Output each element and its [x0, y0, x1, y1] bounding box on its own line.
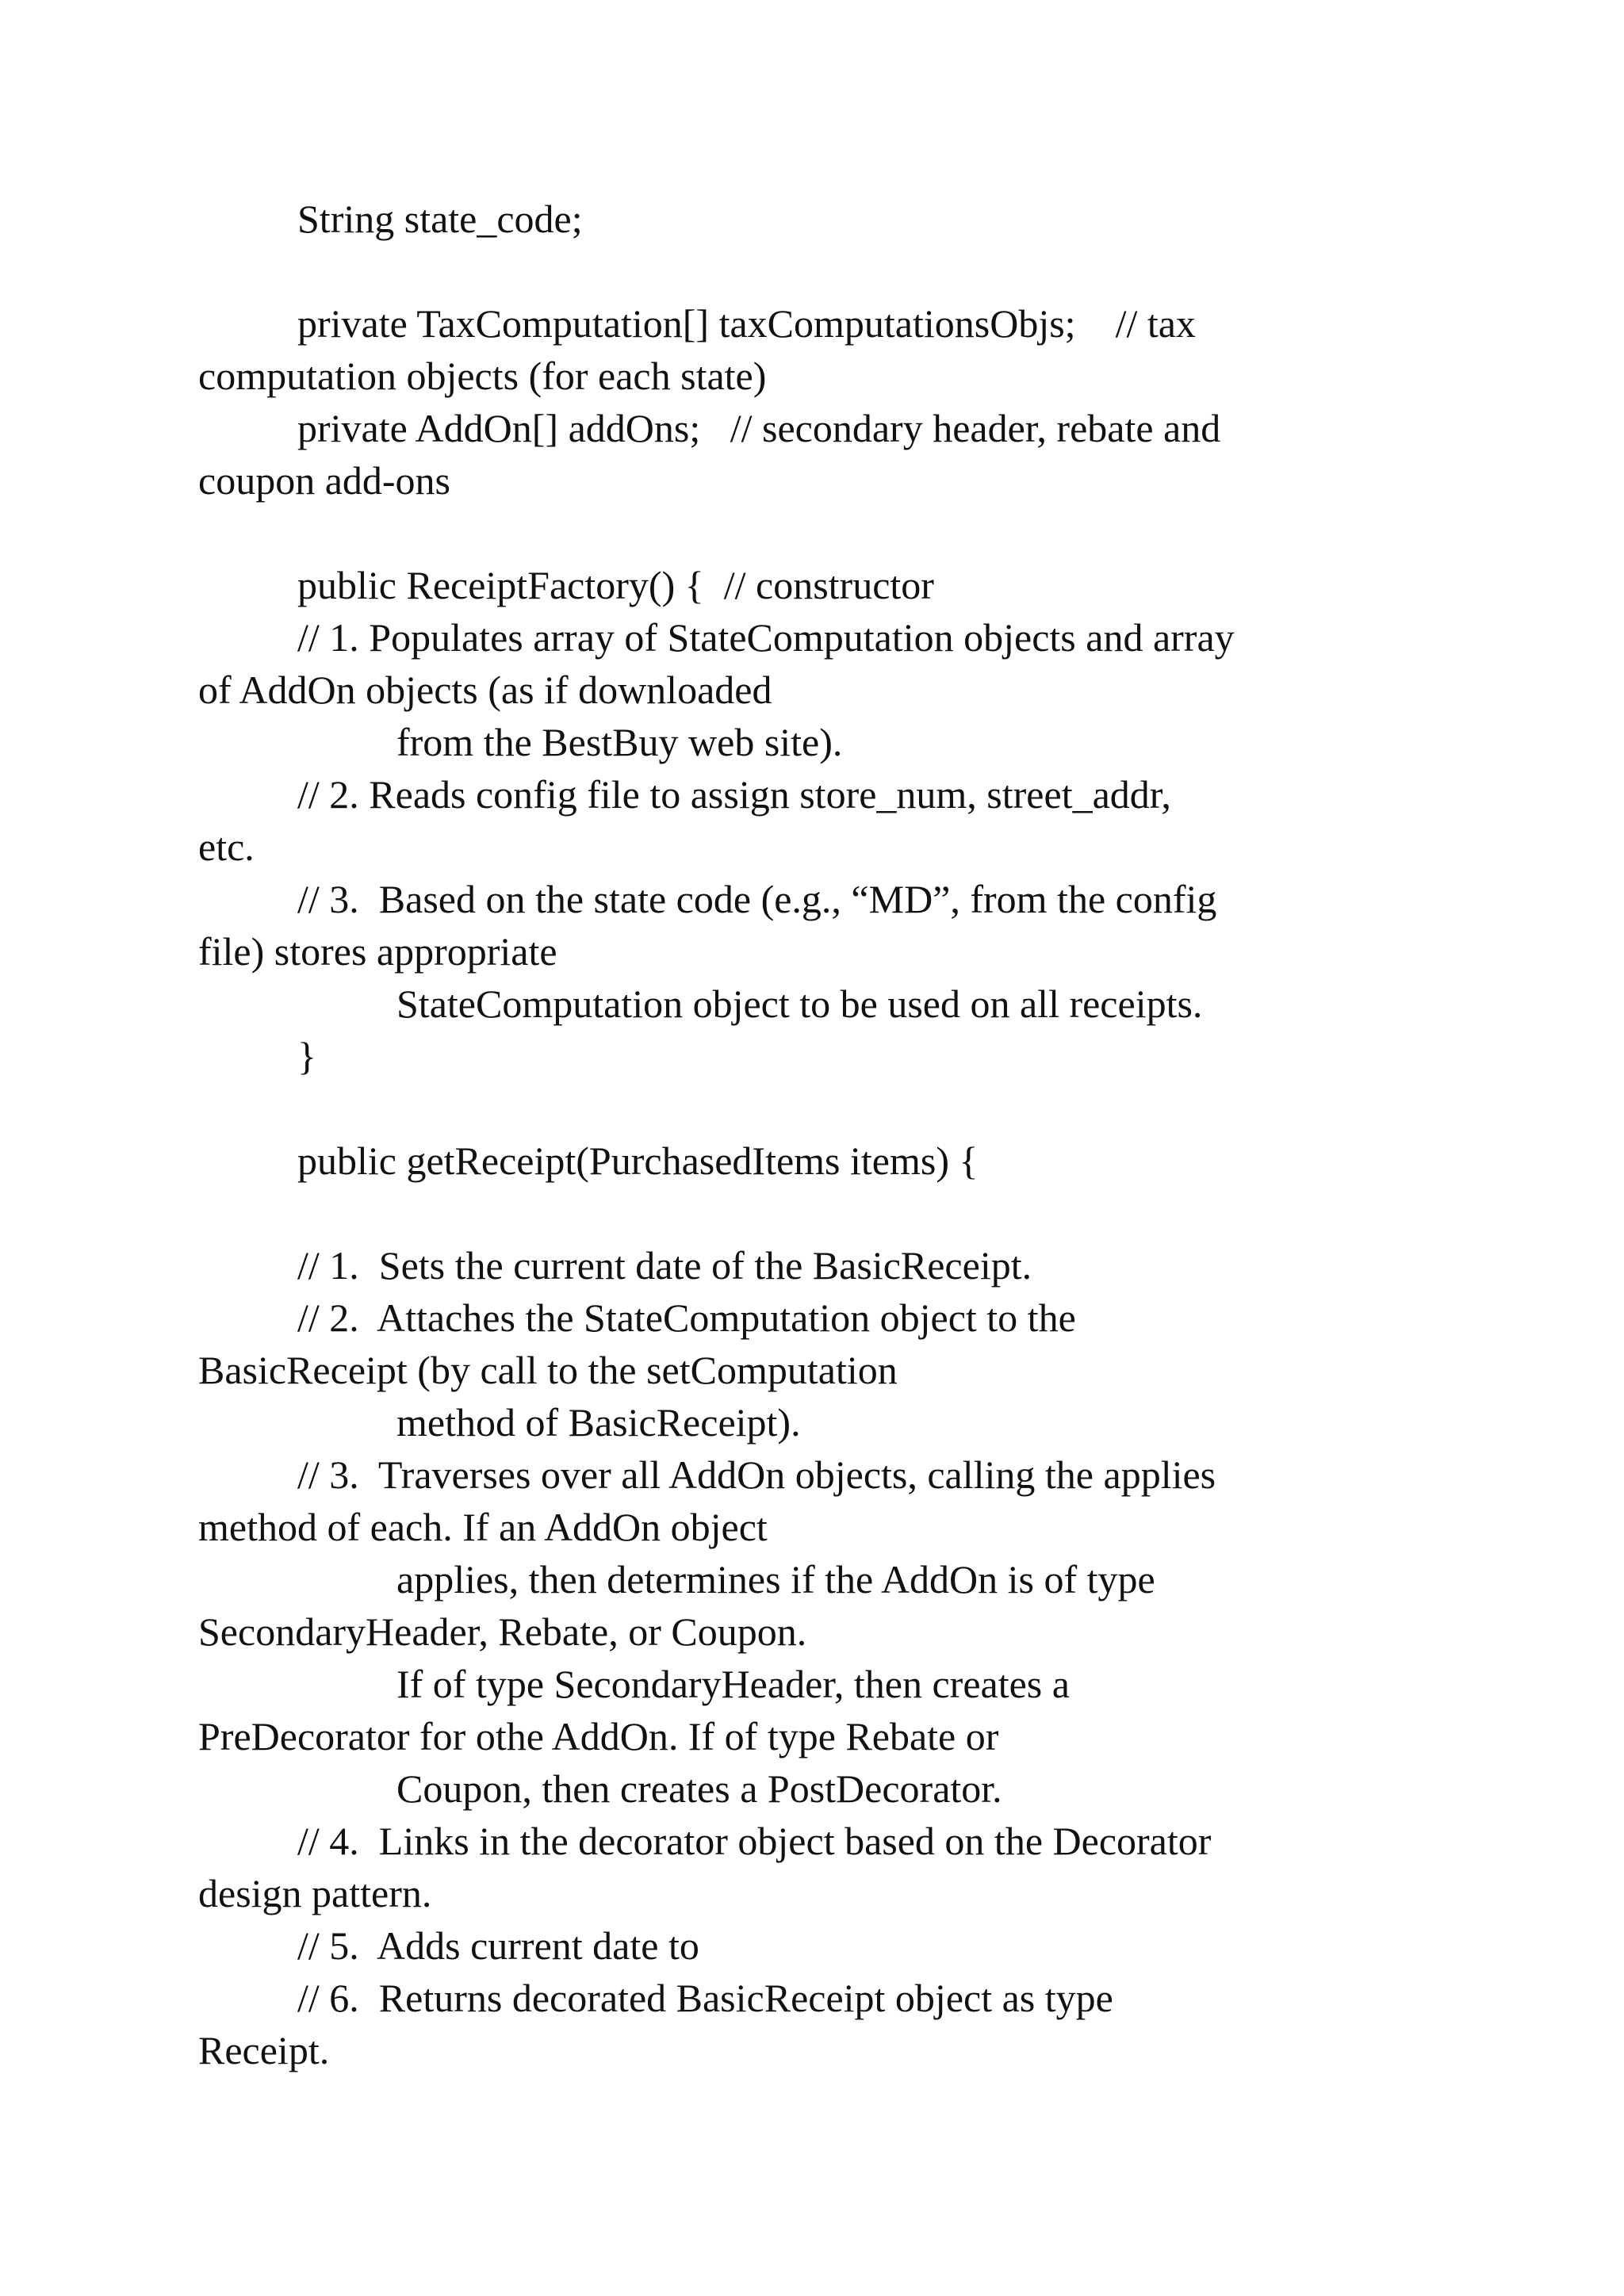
- text-line: String state_code;: [297, 197, 583, 241]
- text-line: StateComputation object to be used on all receipts.: [396, 982, 1203, 1026]
- text-line: Coupon, then creates a PostDecorator.: [396, 1766, 1002, 1811]
- text-line: // 4. Links in the decorator object based on the Decorator: [297, 1819, 1212, 1863]
- text-line: // 1. Sets the current date of the BasicReceipt.: [297, 1243, 1032, 1288]
- text-line: PreDecorator for othe AddOn. If of type Rebate or: [198, 1714, 999, 1758]
- text-line: // 3. Based on the state code (e.g., “MD”, from the config: [297, 877, 1217, 921]
- text-line: BasicReceipt (by call to the setComputation: [198, 1348, 898, 1392]
- text-line: If of type SecondaryHeader, then creates a: [396, 1662, 1070, 1706]
- text-line: etc.: [198, 825, 255, 869]
- text-line: // 1. Populates array of StateComputation objects and array: [297, 615, 1235, 660]
- text-line: // 6. Returns decorated BasicReceipt object as type: [297, 1976, 1113, 2020]
- text-line: SecondaryHeader, Rebate, or Coupon.: [198, 1609, 807, 1654]
- text-line: file) stores appropriate: [198, 929, 557, 974]
- text-line: // 5. Adds current date to: [297, 1923, 699, 1968]
- text-line: coupon add-ons: [198, 458, 450, 503]
- text-line: Receipt.: [198, 2028, 330, 2072]
- text-line: // 2. Reads config file to assign store_num, street_addr,: [297, 772, 1171, 817]
- text-line: of AddOn objects (as if downloaded: [198, 668, 772, 712]
- text-line: private AddOn[] addOns; // secondary header, rebate and: [297, 406, 1221, 450]
- text-line: private TaxComputation[] taxComputationsObjs; // tax: [297, 301, 1196, 346]
- text-line: }: [297, 1034, 316, 1078]
- text-line: public getReceipt(PurchasedItems items) {: [297, 1138, 979, 1183]
- text-line: // 2. Attaches the StateComputation object to the: [297, 1295, 1076, 1340]
- text-line: design pattern.: [198, 1871, 432, 1915]
- text-line: method of BasicReceipt).: [396, 1400, 801, 1445]
- text-line: // 3. Traverses over all AddOn objects, calling the applies: [297, 1452, 1216, 1497]
- text-line: applies, then determines if the AddOn is of type: [396, 1557, 1155, 1601]
- text-line: computation objects (for each state): [198, 354, 767, 398]
- text-line: public ReceiptFactory() { // constructor: [297, 563, 934, 607]
- text-line: from the BestBuy web site).: [396, 720, 843, 764]
- text-line: method of each. If an AddOn object: [198, 1505, 768, 1549]
